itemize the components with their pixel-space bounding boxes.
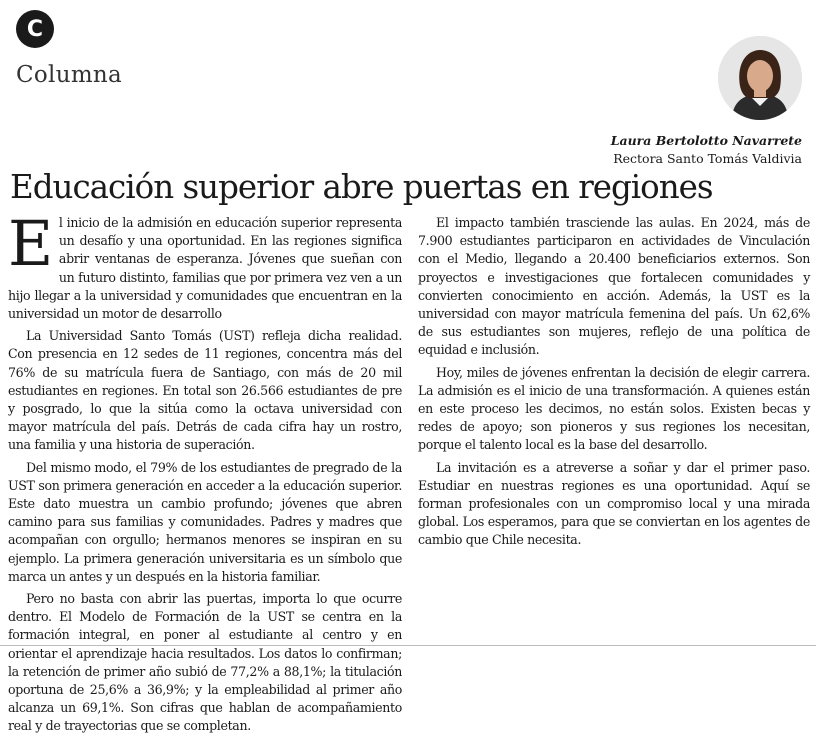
article-paragraph: Del mismo modo, el 79% de los estudiantes de pregrado de la UST son primera generación en acceder a la educación superior. Este dato muestra un cambio profundo; jóvenes que abren camino para sus familias y comunidades. Padres y madres que acompañan con orgullo; hermanos menores se inspiran en su ejemplo. La primera generación universitaria es un símbolo que marca un antes y un después en la historia familiar. [8,459,402,584]
badge-letter: C [26,16,44,42]
article-paragraph: El impacto también trasciende las aulas. En 2024, más de 7.900 estudiantes participaron en actividades de Vinculación con el Medio, llegando a 20.400 beneficiarios externos. Son proyectos e investigaciones que fortalecen comunidades y convierten conocimiento en acción. Además, la UST es la universidad con mayor matrícula femenina del país. Un 62,6% de sus estudiantes son mujeres, reflejo de una política de equidad e inclusión. [418,215,810,358]
section-badge [16,10,54,48]
author-role: Rectora Santo Tomás Valdivia [613,151,802,166]
author-name: Laura Bertolotto Navarrete [610,133,802,148]
bottom-divider [0,645,816,646]
article-paragraph: La invitación es a atreverse a soñar y dar el primer paso. Estudiar en nuestras regiones es una oportunidad. Aquí se forman profesionales con un compromiso local y una mirada global. Los esperamos, para que se conviertan en los agentes de cambio que Chile necesita. [418,459,810,548]
author-avatar [718,36,802,120]
author-portrait-icon [718,36,802,120]
article-column-right [418,214,810,554]
article-column-left [8,207,402,740]
paragraph-text: l inicio de la admisión en educación superior representa un desafío y una oportunidad. En las regiones significa abrir ventanas de esperanza. Jóvenes que sueñan con un futuro distinto, familias que por primera vez ven a un hijo llegar a la universidad y comunidades que encuentran en la universidad un motor de desarrollo [8,215,402,322]
drop-cap: E [8,207,53,280]
article-headline: Educación superior abre puertas en regiones [10,168,713,206]
article-paragraph: Hoy, miles de jóvenes enfrentan la decisión de elegir carrera. La admisión es el inicio de una transformación. A quienes están en este proceso les decimos, no están solos. Existen becas y redes de apoyo; son pioneros y sus regiones los necesitan, porque el talento local es la base del desarrollo. [418,364,810,453]
article-paragraph [8,207,402,323]
article-paragraph: La Universidad Santo Tomás (UST) refleja dicha realidad. Con presencia en 12 sedes de 11 regiones, concentra más del 76% de su matrícula fuera de Santiago, con más de 20 mil estudiantes en regiones. En total son 26.566 estudiantes de pre y posgrado, lo que la sitúa como la octava universidad con mayor matrícula del país. Detrás de cada cifra hay un rostro, una familia y una historia de superación. [8,328,402,453]
section-title: Columna [16,62,123,88]
author-byline [611,132,802,168]
article-paragraph: Pero no basta con abrir las puertas, importa lo que ocurre dentro. El Modelo de Formación de la UST se centra en la formación integral, en poner al estudiante al centro y en orientar el aprendizaje hacia resultados. Los datos lo confirman; la retención de primer año subió de 77,2% a 88,1%; la titulación oportuna de 25,6% a 36,9%; y la empleabilidad al primer año alcanza un 69,1%. Son cifras que hablan de acompañamiento real y de trayectorias que se completan. [8,591,402,734]
